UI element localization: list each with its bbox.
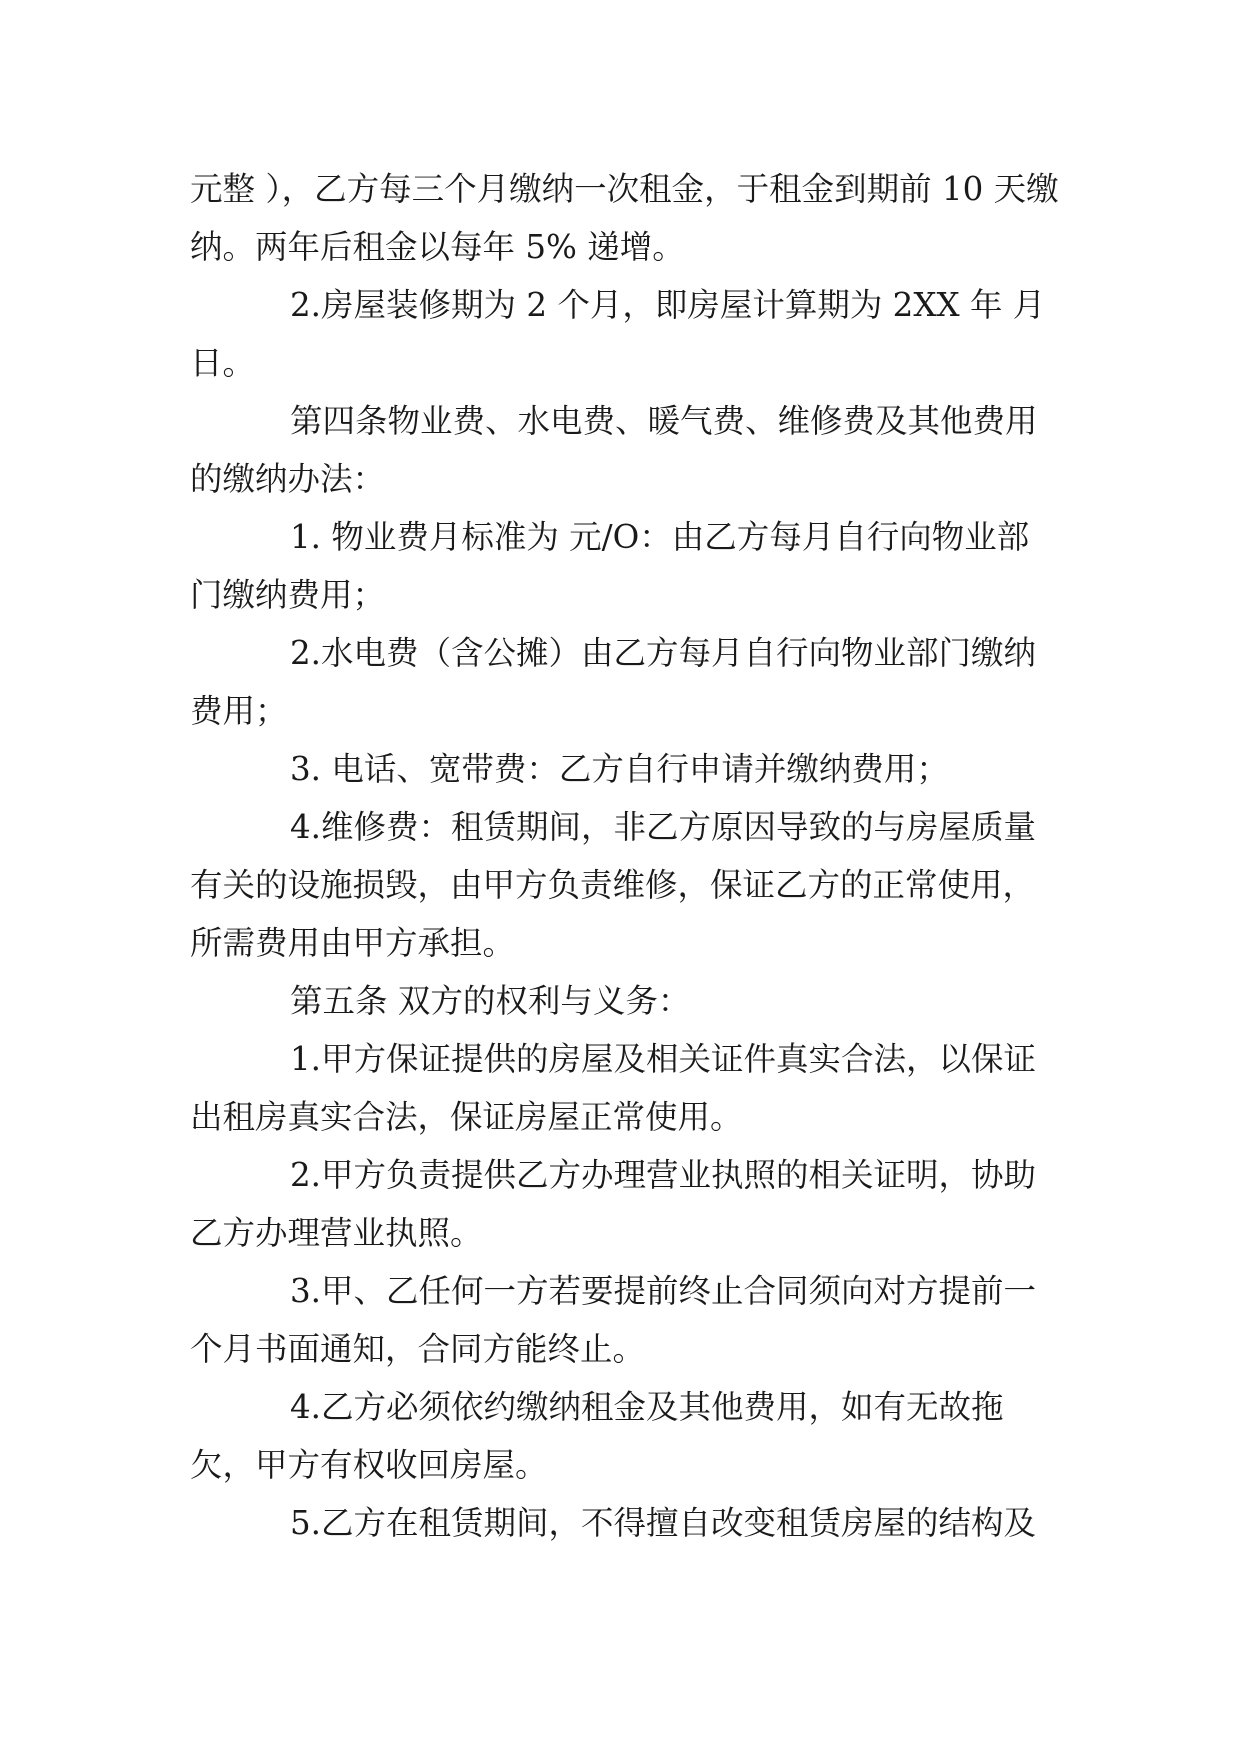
heading-article-five: 第五条 双方的权利与义务： [290,982,691,1020]
paragraph-obligation-2: 2.甲方负责提供乙方办理营业执照的相关证明，协助乙方办理营业执照。 [190,1156,1037,1252]
paragraph-obligation-1: 1.甲方保证提供的房屋及相关证件真实合法，以保证出租房真实合法，保证房屋正常使用。 [190,1040,1037,1136]
paragraph-utilities-fee: 2.水电费（含公摊）由乙方每月自行向物业部门缴纳费用； [190,634,1037,730]
paragraph-obligation-4: 4.乙方必须依约缴纳租金及其他费用，如有无故拖欠，甲方有权收回房屋。 [190,1388,1004,1484]
paragraph-property-fee: 1. 物业费月标准为 元/O：由乙方每月自行向物业部门缴纳费用； [190,518,1030,614]
paragraph-phone-broadband: 3. 电话、宽带费：乙方自行申请并缴纳费用； [290,750,949,788]
contract-body [190,160,1060,1552]
paragraph-obligation-5: 5.乙方在租赁期间，不得擅自改变租赁房屋的结构及 [290,1504,1037,1542]
paragraph-rent-payment: 元整 ），乙方每三个月缴纳一次租金，于租金到期前 10 天缴纳。两年后租金以每年 5% 递增。 [190,170,1059,266]
paragraph-maintenance-fee: 4.维修费：租赁期间，非乙方原因导致的与房屋质量有关的设施损毁，由甲方负责维修，保证乙方的正常使用，所需费用由甲方承担。 [190,808,1037,962]
paragraph-renovation-period: 2.房屋装修期为 2 个月，即房屋计算期为 2XX 年 月日。 [190,286,1046,382]
heading-article-four: 第四条物业费、水电费、暖气费、维修费及其他费用的缴纳办法： [190,402,1038,498]
paragraph-obligation-3: 3.甲、乙任何一方若要提前终止合同须向对方提前一个月书面通知，合同方能终止。 [190,1272,1037,1368]
